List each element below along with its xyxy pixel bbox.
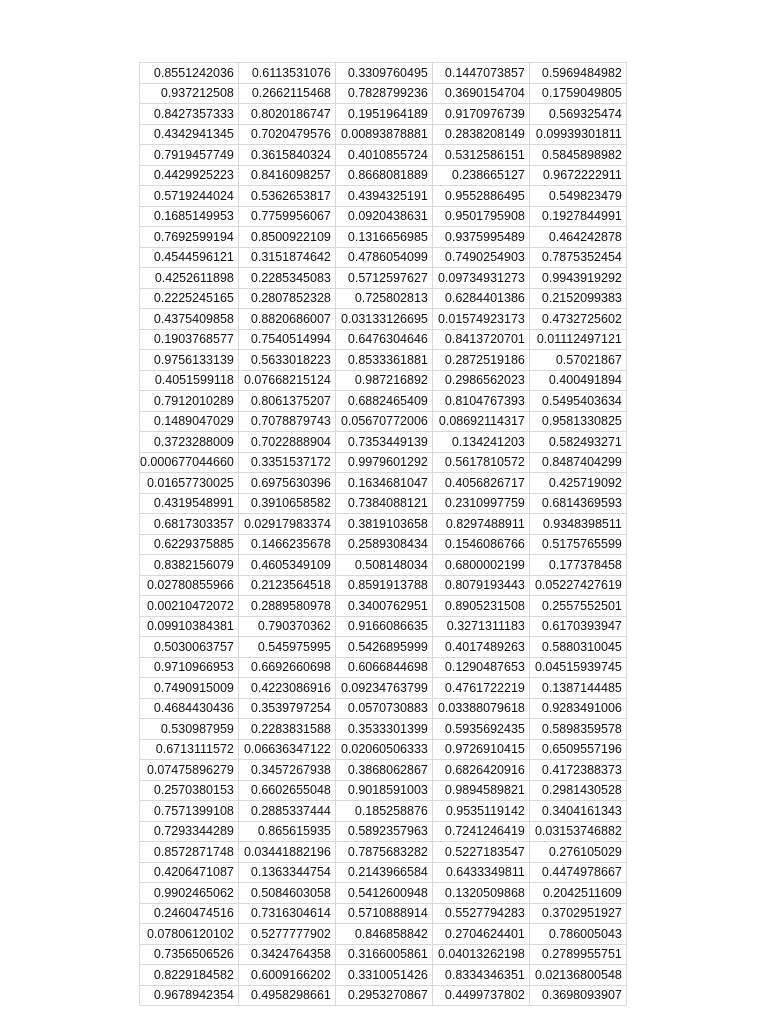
table-cell[interactable]: 0.1290487653 <box>432 657 529 678</box>
table-cell[interactable]: 0.2310997759 <box>432 493 529 514</box>
table-cell[interactable]: 0.9581330825 <box>529 411 626 432</box>
table-cell[interactable]: 0.07806120102 <box>140 924 239 945</box>
table-cell[interactable]: 0.03153746882 <box>529 821 626 842</box>
table-cell[interactable]: 0.1685149953 <box>140 206 239 227</box>
table-cell[interactable]: 0.3910658582 <box>238 493 335 514</box>
table-cell[interactable]: 0.8551242036 <box>140 63 239 84</box>
table-cell[interactable]: 0.8533361881 <box>335 350 432 371</box>
table-row <box>140 309 627 330</box>
table-cell[interactable]: 0.400491894 <box>529 370 626 391</box>
table-cell[interactable]: 0.09734931273 <box>432 268 529 289</box>
table-cell[interactable]: 0.6814369593 <box>529 493 626 514</box>
table-cell[interactable]: 0.1489047029 <box>140 411 239 432</box>
table-cell[interactable]: 0.9726910415 <box>432 739 529 760</box>
table-cell[interactable]: 0.2872519186 <box>432 350 529 371</box>
table-cell[interactable]: 0.1466235678 <box>238 534 335 555</box>
table-cell[interactable]: 0.2285345083 <box>238 268 335 289</box>
table-cell[interactable]: 0.8668081889 <box>335 165 432 186</box>
table-cell[interactable]: 0.4732725602 <box>529 309 626 330</box>
table-cell[interactable]: 0.7912010289 <box>140 391 239 412</box>
table-cell[interactable]: 0.8487404299 <box>529 452 626 473</box>
table-cell[interactable]: 0.4172388373 <box>529 760 626 781</box>
table-cell[interactable]: 0.6009166202 <box>238 965 335 986</box>
table-cell[interactable]: 0.9710966953 <box>140 657 239 678</box>
table-row <box>140 862 627 883</box>
table-cell[interactable]: 0.530987959 <box>140 719 239 740</box>
table-cell[interactable]: 0.1759049805 <box>529 83 626 104</box>
table-cell[interactable]: 0.2557552501 <box>529 596 626 617</box>
table-row <box>140 514 627 535</box>
table-cell[interactable]: 0.2570380153 <box>140 780 239 801</box>
table-cell[interactable]: 0.5084603058 <box>238 883 335 904</box>
table-cell[interactable]: 0.8229184582 <box>140 965 239 986</box>
table-row <box>140 432 627 453</box>
table-cell[interactable]: 0.09234763799 <box>335 678 432 699</box>
table-row <box>140 801 627 822</box>
table-cell[interactable]: 0.6066844698 <box>335 657 432 678</box>
table-cell[interactable]: 0.07668215124 <box>238 370 335 391</box>
table-cell[interactable]: 0.2838208149 <box>432 124 529 145</box>
table-cell[interactable]: 0.4206471087 <box>140 862 239 883</box>
table-cell[interactable]: 0.2460474516 <box>140 903 239 924</box>
table-cell[interactable]: 0.8020186747 <box>238 104 335 125</box>
table-cell[interactable]: 0.5412600948 <box>335 883 432 904</box>
table-cell[interactable]: 0.3310051426 <box>335 965 432 986</box>
table-cell[interactable]: 0.4394325191 <box>335 186 432 207</box>
table-cell[interactable]: 0.8382156079 <box>140 555 239 576</box>
table-row <box>140 944 627 965</box>
table-row <box>140 104 627 125</box>
table-cell[interactable]: 0.2981430528 <box>529 780 626 801</box>
table-cell[interactable]: 0.5312586151 <box>432 145 529 166</box>
table-cell[interactable]: 0.3457267938 <box>238 760 335 781</box>
table-cell[interactable]: 0.5030063757 <box>140 637 239 658</box>
table-cell[interactable]: 0.8061375207 <box>238 391 335 412</box>
table-cell[interactable]: 0.7571399108 <box>140 801 239 822</box>
table-cell[interactable]: 0.3698093907 <box>529 985 626 1006</box>
table-cell[interactable]: 0.9979601292 <box>335 452 432 473</box>
table-row <box>140 145 627 166</box>
table-cell[interactable]: 0.238665127 <box>432 165 529 186</box>
table-row <box>140 493 627 514</box>
table-cell[interactable]: 0.1903768577 <box>140 329 239 350</box>
table-cell[interactable]: 0.8416098257 <box>238 165 335 186</box>
table-cell[interactable]: 0.4017489263 <box>432 637 529 658</box>
table-row <box>140 63 627 84</box>
table-cell[interactable]: 0.464242878 <box>529 227 626 248</box>
table-cell[interactable]: 0.05227427619 <box>529 575 626 596</box>
table-cell[interactable]: 0.9678942354 <box>140 985 239 1006</box>
table-cell[interactable]: 0.5969484982 <box>529 63 626 84</box>
table-row <box>140 739 627 760</box>
table-cell[interactable]: 0.5175765599 <box>529 534 626 555</box>
table-cell[interactable]: 0.8572871748 <box>140 842 239 863</box>
table-cell[interactable]: 0.549823479 <box>529 186 626 207</box>
table-cell[interactable]: 0.4474978667 <box>529 862 626 883</box>
table-cell[interactable]: 0.8591913788 <box>335 575 432 596</box>
table-cell[interactable]: 0.6229375885 <box>140 534 239 555</box>
table-cell[interactable]: 0.2986562023 <box>432 370 529 391</box>
table-cell[interactable]: 0.00893878881 <box>335 124 432 145</box>
table-cell[interactable]: 0.1387144485 <box>529 678 626 699</box>
table-cell[interactable]: 0.7759956067 <box>238 206 335 227</box>
table-cell[interactable]: 0.4375409858 <box>140 309 239 330</box>
table-cell[interactable]: 0.3533301399 <box>335 719 432 740</box>
table-cell[interactable]: 0.6826420916 <box>432 760 529 781</box>
table-cell[interactable]: 0.582493271 <box>529 432 626 453</box>
table-cell[interactable]: 0.4319548991 <box>140 493 239 514</box>
table-cell[interactable]: 0.2789955751 <box>529 944 626 965</box>
table-cell[interactable]: 0.02060506333 <box>335 739 432 760</box>
table-cell[interactable]: 0.7356506526 <box>140 944 239 965</box>
table-cell[interactable]: 0.03388079618 <box>432 698 529 719</box>
table-cell[interactable]: 0.3615840324 <box>238 145 335 166</box>
table-row <box>140 657 627 678</box>
table-cell[interactable]: 0.7020479576 <box>238 124 335 145</box>
table-cell[interactable]: 0.2662115468 <box>238 83 335 104</box>
table-row <box>140 575 627 596</box>
table-cell[interactable]: 0.000677044660 <box>140 452 239 473</box>
table-cell[interactable]: 0.5633018223 <box>238 350 335 371</box>
table-cell[interactable]: 0.276105029 <box>529 842 626 863</box>
table-cell[interactable]: 0.7490915009 <box>140 678 239 699</box>
table-cell[interactable]: 0.9672222911 <box>529 165 626 186</box>
table-cell[interactable]: 0.4223086916 <box>238 678 335 699</box>
table-cell[interactable]: 0.786005043 <box>529 924 626 945</box>
table-cell[interactable]: 0.846858842 <box>335 924 432 945</box>
table-cell[interactable]: 0.3690154704 <box>432 83 529 104</box>
table-cell[interactable]: 0.569325474 <box>529 104 626 125</box>
table-cell[interactable]: 0.6817303357 <box>140 514 239 535</box>
table-cell[interactable]: 0.7875352454 <box>529 247 626 268</box>
table-row <box>140 452 627 473</box>
table-cell[interactable]: 0.4056826717 <box>432 473 529 494</box>
table-cell[interactable]: 0.8500922109 <box>238 227 335 248</box>
table-cell[interactable]: 0.2143966584 <box>335 862 432 883</box>
table-cell[interactable]: 0.6170393947 <box>529 616 626 637</box>
table-cell[interactable]: 0.6476304646 <box>335 329 432 350</box>
table-cell[interactable]: 0.2042511609 <box>529 883 626 904</box>
table-cell[interactable]: 0.5710888914 <box>335 903 432 924</box>
table-cell[interactable]: 0.987216892 <box>335 370 432 391</box>
table-cell[interactable]: 0.09939301811 <box>529 124 626 145</box>
table-cell[interactable]: 0.1320509868 <box>432 883 529 904</box>
table-row <box>140 411 627 432</box>
table-cell[interactable]: 0.4786054099 <box>335 247 432 268</box>
table-row <box>140 780 627 801</box>
table-cell[interactable]: 0.185258876 <box>335 801 432 822</box>
table-cell[interactable]: 0.8413720701 <box>432 329 529 350</box>
table-cell[interactable]: 0.5495403634 <box>529 391 626 412</box>
table-cell[interactable]: 0.5227183547 <box>432 842 529 863</box>
table-cell[interactable]: 0.7540514994 <box>238 329 335 350</box>
table-cell[interactable]: 0.865615935 <box>238 821 335 842</box>
table-cell[interactable]: 0.6975630396 <box>238 473 335 494</box>
table-row <box>140 329 627 350</box>
table-cell[interactable]: 0.3271311183 <box>432 616 529 637</box>
table-cell[interactable]: 0.7316304614 <box>238 903 335 924</box>
table-row <box>140 760 627 781</box>
table-cell[interactable]: 0.7353449139 <box>335 432 432 453</box>
table-cell[interactable]: 0.8905231508 <box>432 596 529 617</box>
table-cell[interactable]: 0.6713111572 <box>140 739 239 760</box>
table-cell[interactable]: 0.57021867 <box>529 350 626 371</box>
table-cell[interactable]: 0.5845898982 <box>529 145 626 166</box>
table-cell[interactable]: 0.1447073857 <box>432 63 529 84</box>
table-row <box>140 555 627 576</box>
table-cell[interactable]: 0.8297488911 <box>432 514 529 535</box>
table-row <box>140 206 627 227</box>
table-cell[interactable]: 0.3819103658 <box>335 514 432 535</box>
table-cell[interactable]: 0.2225245165 <box>140 288 239 309</box>
table-cell[interactable]: 0.5892357963 <box>335 821 432 842</box>
table-row <box>140 596 627 617</box>
table-cell[interactable]: 0.05670772006 <box>335 411 432 432</box>
table-cell[interactable]: 0.5527794283 <box>432 903 529 924</box>
table-cell[interactable]: 0.6800002199 <box>432 555 529 576</box>
table-cell[interactable]: 0.8427357333 <box>140 104 239 125</box>
table-cell[interactable]: 0.9283491006 <box>529 698 626 719</box>
table-row <box>140 473 627 494</box>
table-cell[interactable]: 0.9902465062 <box>140 883 239 904</box>
table-cell[interactable]: 0.5935692435 <box>432 719 529 740</box>
table-cell[interactable]: 0.7384088121 <box>335 493 432 514</box>
table-cell[interactable]: 0.2123564518 <box>238 575 335 596</box>
table-row <box>140 678 627 699</box>
table-cell[interactable]: 0.725802813 <box>335 288 432 309</box>
table-row <box>140 268 627 289</box>
table-cell[interactable]: 0.7875683282 <box>335 842 432 863</box>
table-cell[interactable]: 0.3868062867 <box>335 760 432 781</box>
table-cell[interactable]: 0.1951964189 <box>335 104 432 125</box>
table-cell[interactable]: 0.4051599118 <box>140 370 239 391</box>
table-row <box>140 883 627 904</box>
table-cell[interactable]: 0.4342941345 <box>140 124 239 145</box>
table-cell[interactable]: 0.4499737802 <box>432 985 529 1006</box>
table-row <box>140 391 627 412</box>
table-cell[interactable]: 0.9170976739 <box>432 104 529 125</box>
table-cell[interactable]: 0.937212508 <box>140 83 239 104</box>
table-cell[interactable]: 0.9756133139 <box>140 350 239 371</box>
table-cell[interactable]: 0.7828799236 <box>335 83 432 104</box>
table-cell[interactable]: 0.425719092 <box>529 473 626 494</box>
table-cell[interactable]: 0.9943919292 <box>529 268 626 289</box>
table-row <box>140 965 627 986</box>
table-cell[interactable]: 0.5898359578 <box>529 719 626 740</box>
table-cell[interactable]: 0.2704624401 <box>432 924 529 945</box>
table-cell[interactable]: 0.1316656985 <box>335 227 432 248</box>
table-cell[interactable]: 0.6509557196 <box>529 739 626 760</box>
table-cell[interactable]: 0.6433349811 <box>432 862 529 883</box>
table-row <box>140 903 627 924</box>
table-cell[interactable]: 0.9894589821 <box>432 780 529 801</box>
table-cell[interactable]: 0.9018591003 <box>335 780 432 801</box>
table-cell[interactable]: 0.03133126695 <box>335 309 432 330</box>
table-cell[interactable]: 0.4684430436 <box>140 698 239 719</box>
table-cell[interactable]: 0.9348398511 <box>529 514 626 535</box>
table-cell[interactable]: 0.3151874642 <box>238 247 335 268</box>
table-cell[interactable]: 0.00210472072 <box>140 596 239 617</box>
table-cell[interactable]: 0.5880310045 <box>529 637 626 658</box>
table-cell[interactable]: 0.5362653817 <box>238 186 335 207</box>
table-cell[interactable]: 0.7078879743 <box>238 411 335 432</box>
table-cell[interactable]: 0.6602655048 <box>238 780 335 801</box>
table-cell[interactable]: 0.3351537172 <box>238 452 335 473</box>
table-cell[interactable]: 0.9166086635 <box>335 616 432 637</box>
table-cell[interactable]: 0.7692599194 <box>140 227 239 248</box>
table-cell[interactable]: 0.2283831588 <box>238 719 335 740</box>
table-cell[interactable]: 0.7022888904 <box>238 432 335 453</box>
table-cell[interactable]: 0.0570730883 <box>335 698 432 719</box>
table-cell[interactable]: 0.2885337444 <box>238 801 335 822</box>
table-cell[interactable]: 0.3166005861 <box>335 944 432 965</box>
table-cell[interactable]: 0.04013262198 <box>432 944 529 965</box>
table-cell[interactable]: 0.3702951927 <box>529 903 626 924</box>
table-cell[interactable]: 0.08692114317 <box>432 411 529 432</box>
table-cell[interactable]: 0.01574923173 <box>432 309 529 330</box>
table-cell[interactable]: 0.2807852328 <box>238 288 335 309</box>
table-cell[interactable]: 0.2953270867 <box>335 985 432 1006</box>
table-cell[interactable]: 0.6113531076 <box>238 63 335 84</box>
table-cell[interactable]: 0.9552886495 <box>432 186 529 207</box>
table-row <box>140 227 627 248</box>
table-cell[interactable]: 0.5617810572 <box>432 452 529 473</box>
table-cell[interactable]: 0.4010855724 <box>335 145 432 166</box>
table-cell[interactable]: 0.02780855966 <box>140 575 239 596</box>
table-cell[interactable]: 0.7293344289 <box>140 821 239 842</box>
table-row <box>140 534 627 555</box>
table-cell[interactable]: 0.02136800548 <box>529 965 626 986</box>
table-row <box>140 247 627 268</box>
table-cell[interactable]: 0.3309760495 <box>335 63 432 84</box>
table-cell[interactable]: 0.8820686007 <box>238 309 335 330</box>
table-cell[interactable]: 0.9375995489 <box>432 227 529 248</box>
table-cell[interactable]: 0.8079193443 <box>432 575 529 596</box>
table-cell[interactable]: 0.1363344754 <box>238 862 335 883</box>
spreadsheet-body <box>140 63 627 1006</box>
table-cell[interactable]: 0.4544596121 <box>140 247 239 268</box>
table-cell[interactable]: 0.6882465409 <box>335 391 432 412</box>
table-cell[interactable]: 0.8104767393 <box>432 391 529 412</box>
table-cell[interactable]: 0.06636347122 <box>238 739 335 760</box>
table-cell[interactable]: 0.8334346351 <box>432 965 529 986</box>
table-cell[interactable]: 0.0920438631 <box>335 206 432 227</box>
table-row <box>140 83 627 104</box>
table-cell[interactable]: 0.02917983374 <box>238 514 335 535</box>
table-row <box>140 637 627 658</box>
table-cell[interactable]: 0.2889580978 <box>238 596 335 617</box>
table-cell[interactable]: 0.7490254903 <box>432 247 529 268</box>
table-row <box>140 924 627 945</box>
table-row <box>140 842 627 863</box>
table-cell[interactable]: 0.04515939745 <box>529 657 626 678</box>
table-cell[interactable]: 0.3424764358 <box>238 944 335 965</box>
table-row <box>140 616 627 637</box>
table-cell[interactable]: 0.3539797254 <box>238 698 335 719</box>
table-cell[interactable]: 0.790370362 <box>238 616 335 637</box>
table-cell[interactable]: 0.177378458 <box>529 555 626 576</box>
table-cell[interactable]: 0.4429925223 <box>140 165 239 186</box>
spreadsheet-table <box>139 62 627 1006</box>
table-row <box>140 288 627 309</box>
table-cell[interactable]: 0.3404161343 <box>529 801 626 822</box>
table-cell[interactable]: 0.09910384381 <box>140 616 239 637</box>
table-row <box>140 350 627 371</box>
table-cell[interactable]: 0.9501795908 <box>432 206 529 227</box>
table-row <box>140 124 627 145</box>
table-cell[interactable]: 0.134241203 <box>432 432 529 453</box>
table-cell[interactable]: 0.508148034 <box>335 555 432 576</box>
table-cell[interactable]: 0.01657730025 <box>140 473 239 494</box>
table-cell[interactable]: 0.6284401386 <box>432 288 529 309</box>
table-cell[interactable]: 0.4605349109 <box>238 555 335 576</box>
table-cell[interactable]: 0.1546086766 <box>432 534 529 555</box>
table-cell[interactable]: 0.07475896279 <box>140 760 239 781</box>
table-row <box>140 165 627 186</box>
table-cell[interactable]: 0.01112497121 <box>529 329 626 350</box>
table-cell[interactable]: 0.2152099383 <box>529 288 626 309</box>
table-cell[interactable]: 0.7241246419 <box>432 821 529 842</box>
table-row <box>140 719 627 740</box>
table-row <box>140 698 627 719</box>
table-cell[interactable]: 0.5719244024 <box>140 186 239 207</box>
table-row <box>140 821 627 842</box>
table-cell[interactable]: 0.4761722219 <box>432 678 529 699</box>
table-cell[interactable]: 0.1927844991 <box>529 206 626 227</box>
table-cell[interactable]: 0.03441882196 <box>238 842 335 863</box>
table-cell[interactable]: 0.6692660698 <box>238 657 335 678</box>
table-cell[interactable]: 0.5426895999 <box>335 637 432 658</box>
table-row <box>140 370 627 391</box>
table-cell[interactable]: 0.9535119142 <box>432 801 529 822</box>
table-cell[interactable]: 0.3400762951 <box>335 596 432 617</box>
table-row <box>140 985 627 1006</box>
table-cell[interactable]: 0.545975995 <box>238 637 335 658</box>
table-cell[interactable]: 0.5277777902 <box>238 924 335 945</box>
table-cell[interactable]: 0.4252611898 <box>140 268 239 289</box>
table-cell[interactable]: 0.1634681047 <box>335 473 432 494</box>
table-cell[interactable]: 0.7919457749 <box>140 145 239 166</box>
table-cell[interactable]: 0.5712597627 <box>335 268 432 289</box>
table-cell[interactable]: 0.2589308434 <box>335 534 432 555</box>
table-cell[interactable]: 0.3723288009 <box>140 432 239 453</box>
table-cell[interactable]: 0.4958298661 <box>238 985 335 1006</box>
table-row <box>140 186 627 207</box>
